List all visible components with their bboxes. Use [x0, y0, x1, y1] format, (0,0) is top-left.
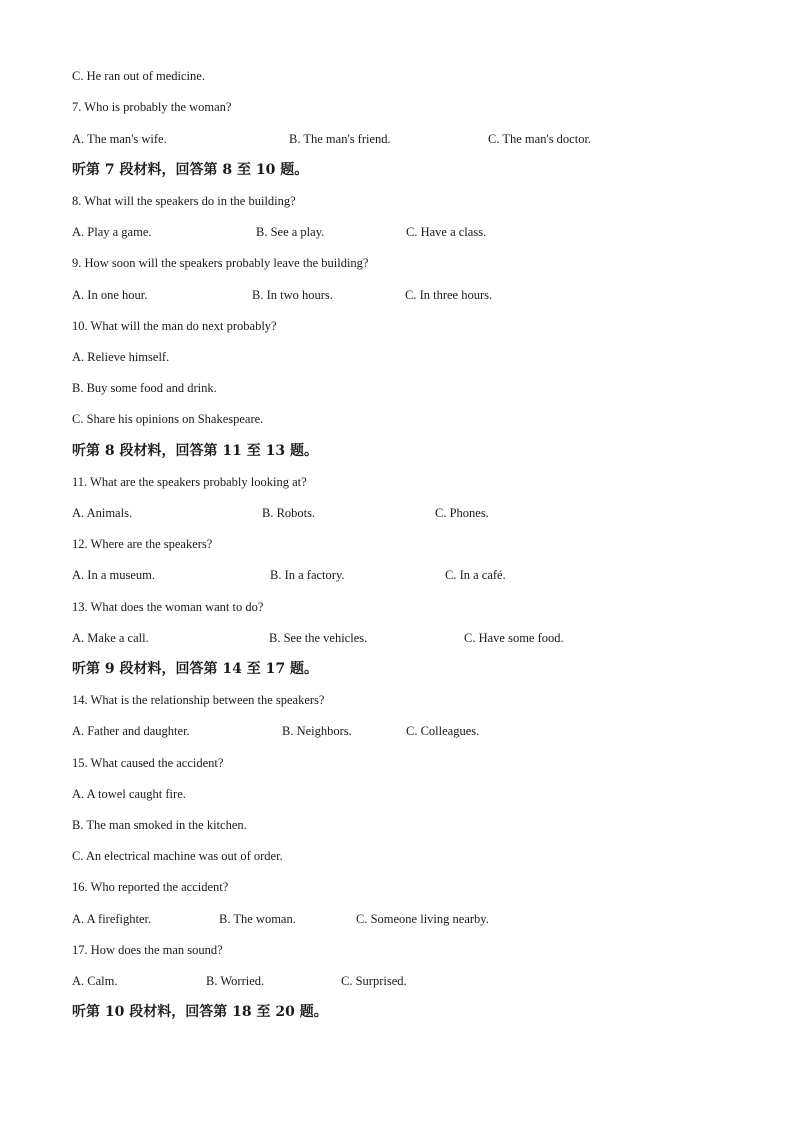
- option-a-q12: A. In a museum.: [72, 568, 155, 582]
- option-a-q14: A. Father and daughter.: [72, 724, 190, 738]
- section-heading-10: 听第 10 段材料，回答第 18 至 20 题。: [72, 1004, 328, 1020]
- section-heading-7: 听第 7 段材料，回答第 8 至 10 题。: [72, 162, 309, 178]
- option-a-q16: A. A firefighter.: [72, 912, 152, 926]
- question-7: 7. Who is probably the woman?: [72, 100, 232, 114]
- question-10: 10. What will the man do next probably?: [72, 319, 277, 333]
- option-c-q6: C. He ran out of medicine.: [72, 69, 205, 83]
- option-c-q8: C. Have a class.: [406, 225, 487, 239]
- question-15: 15. What caused the accident?: [72, 756, 224, 770]
- section-heading-9: 听第 9 段材料，回答第 14 至 17 题。: [72, 661, 318, 677]
- option-c-q10: C. Share his opinions on Shakespeare.: [72, 412, 264, 426]
- question-14: 14. What is the relationship between the speakers?: [72, 693, 325, 707]
- option-b-q14: B. Neighbors.: [282, 724, 352, 738]
- option-b-q9: B. In two hours.: [252, 288, 333, 302]
- option-b-q16: B. The woman.: [219, 912, 296, 926]
- option-b-q13: B. See the vehicles.: [269, 631, 368, 645]
- section-heading-8: 听第 8 段材料，回答第 11 至 13 题。: [72, 443, 318, 459]
- option-a-q10: A. Relieve himself.: [72, 350, 170, 364]
- option-b-q11: B. Robots.: [262, 506, 316, 520]
- option-c-q7: C. The man's doctor.: [488, 132, 592, 146]
- option-c-q16: C. Someone living nearby.: [356, 912, 489, 926]
- option-a-q11: A. Animals.: [72, 506, 133, 520]
- option-a-q9: A. In one hour.: [72, 288, 148, 302]
- option-b-q17: B. Worried.: [206, 974, 265, 988]
- question-12: 12. Where are the speakers?: [72, 537, 213, 551]
- option-b-q10: B. Buy some food and drink.: [72, 381, 217, 395]
- question-16: 16. Who reported the accident?: [72, 880, 229, 894]
- option-a-q8: A. Play a game.: [72, 225, 152, 239]
- question-13: 13. What does the woman want to do?: [72, 600, 264, 614]
- question-9: 9. How soon will the speakers probably leave the building?: [72, 256, 369, 270]
- option-c-q11: C. Phones.: [435, 506, 489, 520]
- option-b-q15: B. The man smoked in the kitchen.: [72, 818, 247, 832]
- option-c-q9: C. In three hours.: [405, 288, 493, 302]
- option-b-q8: B. See a play.: [256, 225, 325, 239]
- option-c-q14: C. Colleagues.: [406, 724, 480, 738]
- option-b-q12: B. In a factory.: [270, 568, 345, 582]
- option-c-q15: C. An electrical machine was out of order.: [72, 849, 283, 863]
- option-c-q13: C. Have some food.: [464, 631, 564, 645]
- question-8: 8. What will the speakers do in the building?: [72, 194, 296, 208]
- option-b-q7: B. The man's friend.: [289, 132, 391, 146]
- option-a-q13: A. Make a call.: [72, 631, 149, 645]
- option-a-q17: A. Calm.: [72, 974, 118, 988]
- question-11: 11. What are the speakers probably looking at?: [72, 475, 307, 489]
- option-c-q17: C. Surprised.: [341, 974, 407, 988]
- option-a-q7: A. The man's wife.: [72, 132, 167, 146]
- option-c-q12: C. In a café.: [445, 568, 506, 582]
- option-a-q15: A. A towel caught fire.: [72, 787, 186, 801]
- question-17: 17. How does the man sound?: [72, 943, 223, 957]
